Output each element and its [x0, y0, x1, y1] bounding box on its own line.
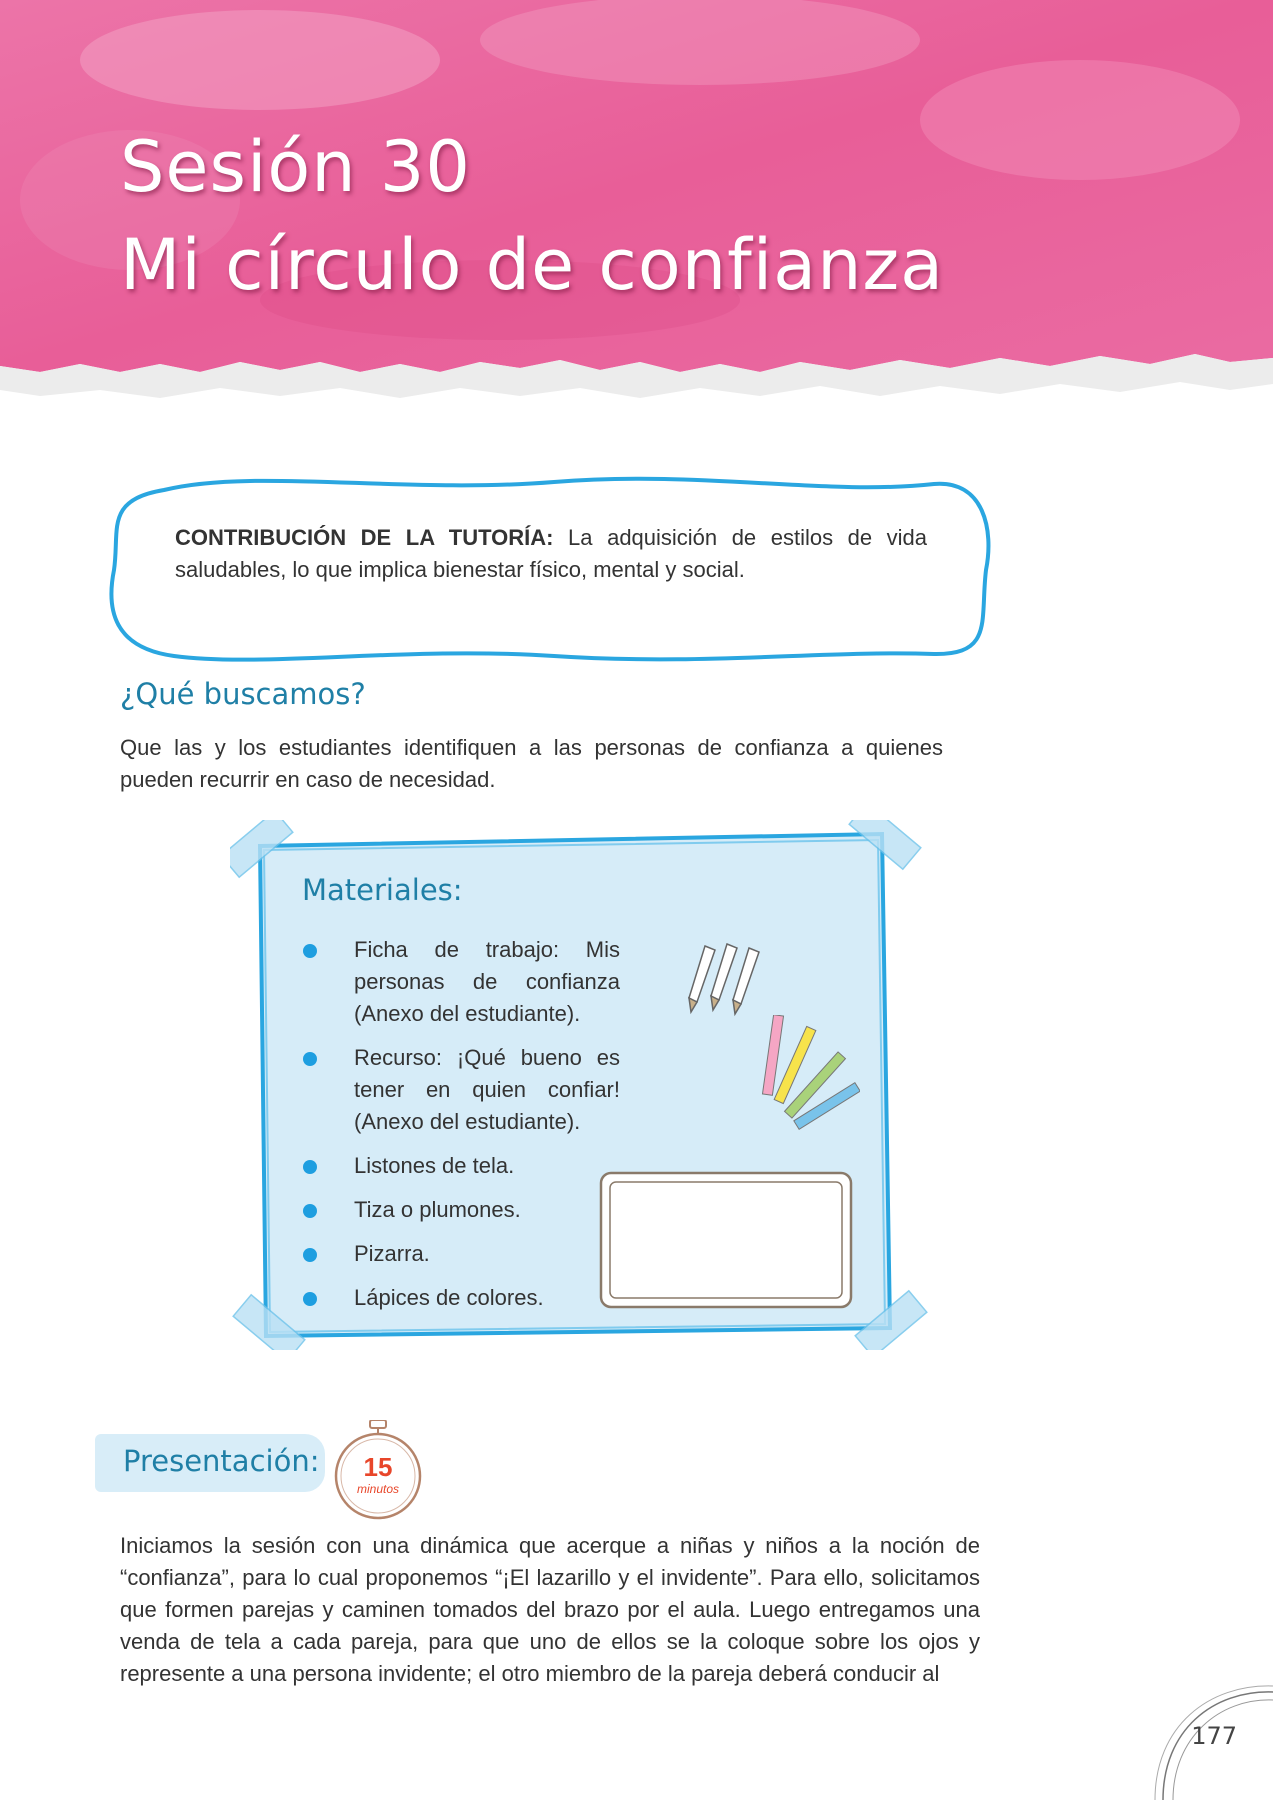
list-item: Listones de tela. [300, 1150, 620, 1182]
presentacion-text: Iniciamos la sesión con una dinámica que acerque a niñas y niños a la noción de “confianza”, para lo cual proponemos “¡El lazarillo y el invidente”. Para ello, solicitamos que formen parejas y caminen tomados del brazo por el aula. Luego entregamos una venda de tela a cada pareja, para que uno de ellos se la coloque sobre los ojos y represente a una persona invidente; el otro miembro de la pareja deberá conducir al [120, 1533, 980, 1686]
markers-icon [675, 940, 775, 1020]
que-buscamos-text: Que las y los estudiantes identifiquen a las personas de confianza a quienes pueden recurrir en caso de necesidad. [120, 735, 943, 792]
bullet-icon [303, 1204, 317, 1218]
timer-badge [328, 1420, 428, 1520]
presentacion-heading: Presentación: [123, 1444, 320, 1478]
bullet-icon [303, 1160, 317, 1174]
board-icon [598, 1170, 854, 1310]
timer-unit: minutos [356, 1482, 400, 1496]
page-number: 177 [1191, 1722, 1237, 1750]
list-item: Recurso: ¡Qué bueno es tener en quien confiar! (Anexo del estudiante). [300, 1042, 620, 1138]
bullet-icon [303, 944, 317, 958]
timer-value: 15 [363, 1452, 393, 1482]
page-title: Mi círculo de confianza [120, 224, 945, 306]
contribution-label: CONTRIBUCIÓN DE LA TUTORÍA: [175, 525, 554, 550]
presentacion-header [95, 1420, 435, 1510]
session-title: Sesión 30 [120, 126, 471, 208]
que-buscamos-heading: ¿Qué buscamos? [120, 677, 366, 711]
bullet-icon [303, 1248, 317, 1262]
contribution-body: La adquisición de estilos de vida saludables, lo que implica bienestar físico, mental y social. [175, 525, 927, 582]
colored-pencils-icon [760, 1015, 860, 1140]
bullet-icon [303, 1052, 317, 1066]
list-item: Ficha de trabajo: Mis personas de confianza (Anexo del estudiante). [300, 934, 620, 1030]
list-item: Tiza o plumones. [300, 1194, 620, 1226]
list-item: Pizarra. [300, 1238, 620, 1270]
contribution-text [175, 522, 927, 586]
bullet-icon [303, 1292, 317, 1306]
list-item: Lápices de colores. [300, 1282, 620, 1314]
title-block [120, 118, 944, 314]
materials-list [300, 934, 620, 1326]
materiales-heading: Materiales: [302, 873, 463, 907]
